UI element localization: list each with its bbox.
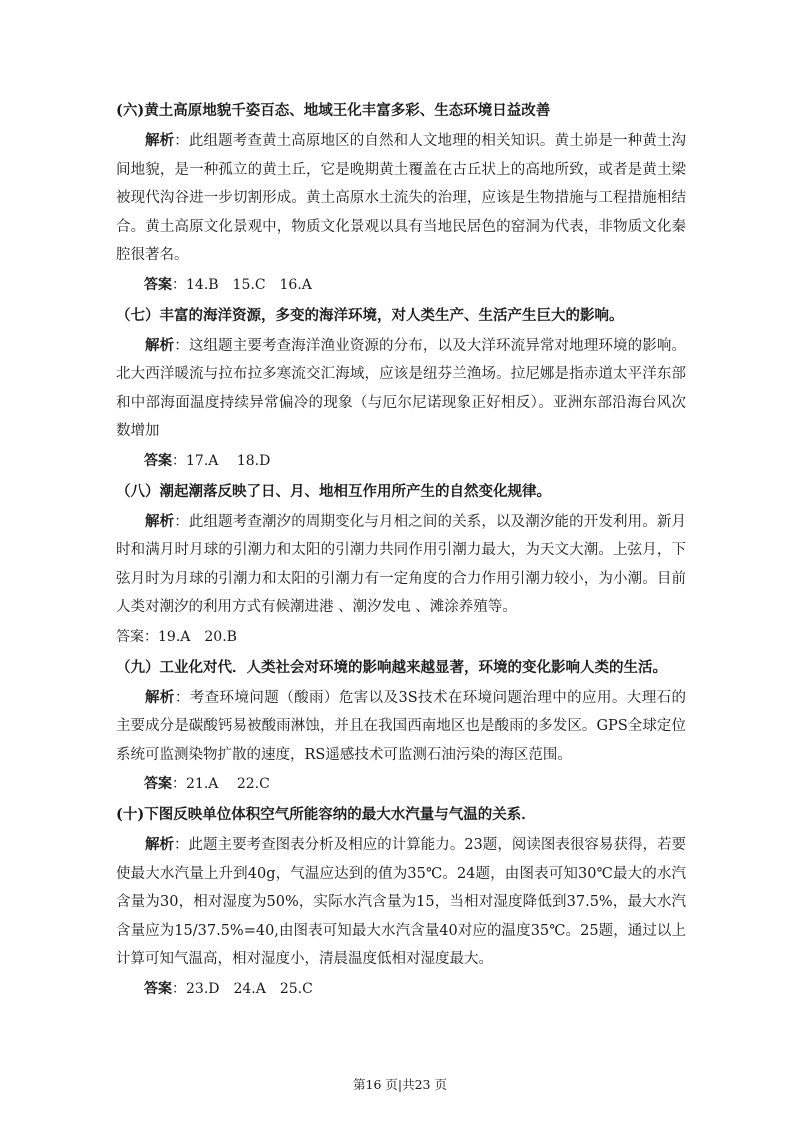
analysis-text: ：此题主要考查图表分析及相应的计算能力。23题，阅读图表很容易获得，若要使最大水汽量上升到40g，气温应达到的值为35℃。24题，由图表可知30℃最大的水汽含量为30，相对湿度为50%，实际水汽含量为15，当相对湿度降低到37.5%，最大水汽含量应为15/37.5%=40,由图表可知最大水汽含量40对应的温度35℃。25题，通过以上计算可知气温高，相对湿度小，清晨温度低相对湿度最大。 <box>116 837 686 967</box>
section-heading: （九）工业化对代．人类社会对环境的影响越来越显著，环境的变化影响人类的生活。 <box>116 658 667 676</box>
analysis-label: 解析 <box>145 836 175 853</box>
answer-text: ：14.B 15.C 16.A <box>172 276 312 293</box>
section-heading: （七）丰富的海洋资源，多变的海洋环境，对人类生产、生活产生巨大的影响。 <box>116 306 624 324</box>
analysis-text: ：此组题考查黄土高原地区的自然和人文地理的相关知识。黄土峁是一种黄土沟间地貌，是一种孤立的黄土丘，它是晚期黄土覆盖在古丘状上的高地所致，或者是黄土梁被现代沟谷进一步切割形成。黄土高原水土流失的治理，应该是生物措施与工程措施相结合。黄土高原文化景观中，物质文化景观以具有当地民居色的窑洞为代表，非物质文化秦腔很著名。 <box>116 133 686 263</box>
page-number-footer: 第16 页|共23 页 <box>353 1077 447 1092</box>
answer-line <box>116 978 686 1000</box>
answer-label: 答案 <box>144 776 172 792</box>
section-6 <box>116 101 686 296</box>
answer-line <box>116 773 686 795</box>
section-heading: （八）潮起潮落反映了日、月、地相互作用所产生的自然变化规律。 <box>116 482 551 500</box>
analysis-paragraph <box>116 831 686 974</box>
section-heading: (六)黄土高原地貌千姿百态、地域王化丰富多彩、生态环境日益改善 <box>116 102 551 119</box>
answer-text: ：21.A 22.C <box>172 776 270 792</box>
analysis-label: 解析 <box>145 336 175 354</box>
answer-text: ：23.D 24.A 25.C <box>172 980 313 997</box>
analysis-paragraph <box>116 127 686 270</box>
section-9 <box>116 658 686 796</box>
analysis-label: 解析 <box>145 512 175 530</box>
answer-label: 答案 <box>144 980 172 997</box>
analysis-paragraph <box>116 508 686 622</box>
analysis-text: ：此组题考查潮汐的周期变化与月相之间的关系，以及潮汐能的开发利用。新月时和满月时月球的引潮力和太阳的引潮力共同作用引潮力最大，为天文大潮。上弦月，下弦月时为月球的引潮力和太阳的引潮力有一定角度的合力作用引潮力较小，为小潮。目前人类对潮汐的利用方式有候潮进港 、潮汐发电 、滩涂养殖等。 <box>116 513 686 615</box>
answer-line <box>116 450 686 472</box>
answer-line <box>116 626 686 648</box>
section-8 <box>116 482 686 648</box>
answer-label: 答案 <box>144 452 172 469</box>
answer-text: 答案：19.A 20.B <box>116 628 237 645</box>
answer-line <box>116 274 686 296</box>
answer-label: 答案 <box>144 276 172 293</box>
section-10 <box>116 805 686 1000</box>
analysis-paragraph <box>116 684 686 770</box>
analysis-label: 解析 <box>145 132 175 149</box>
section-7 <box>116 306 686 472</box>
analysis-text: ：这组题主要考查海洋渔业资源的分布，以及大洋环流异常对地理环境的影响。北大西洋暖流与拉布拉多寒流交汇海域，应该是纽芬兰渔场。拉尼娜是指赤道太平洋东部和中部海面温度持续异常偏冷的现象（与厄尔尼诺现象正好相反）。亚洲东部沿海台风次数增加 <box>116 337 686 439</box>
analysis-paragraph <box>116 332 686 446</box>
analysis-label: 解析 <box>145 688 175 706</box>
analysis-text: ：考查环境问题（酸雨）危害以及3S技术在环境问题治理中的应用。大理石的主要成分是碳酸钙易被酸雨淋蚀，并且在我国西南地区也是酸雨的多发区。GPS全球定位系统可监测染物扩散的速度，RS遥感技术可监测石油污染的海区范围。 <box>116 689 687 763</box>
section-heading: (十)下图反映单位体积空气所能容纳的最大水汽量与气温的关系． <box>116 806 536 823</box>
answer-text: ：17.A 18.D <box>172 452 271 469</box>
page-content <box>116 101 686 1010</box>
